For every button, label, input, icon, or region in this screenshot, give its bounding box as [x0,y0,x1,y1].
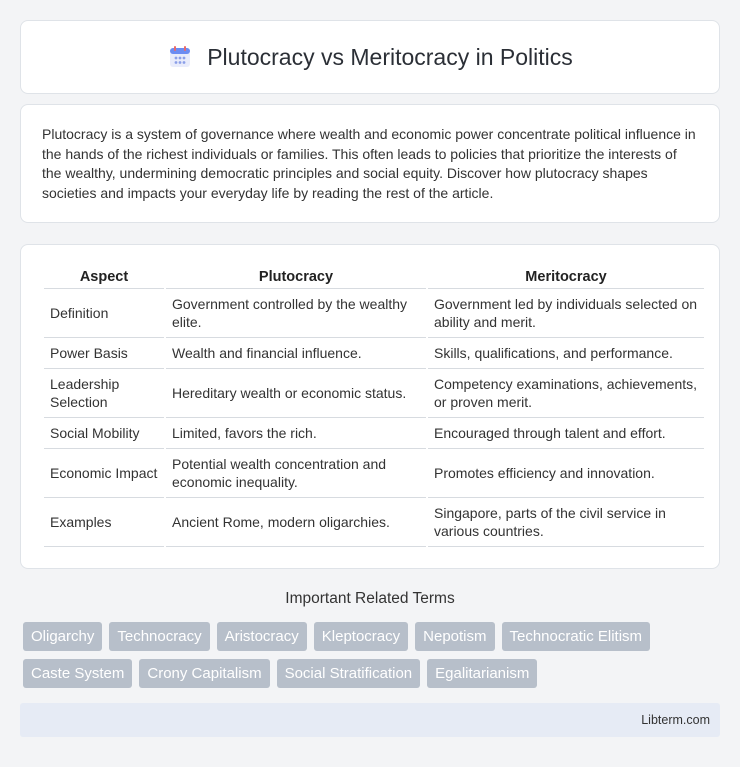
related-term-tag[interactable]: Aristocracy [217,622,307,651]
intro-text: Plutocracy is a system of governance where wealth and economic power concentrate political influence in the hands of the richest individuals or families. This often leads to policies that prioritize the interests of the wealthy, undermining democratic principles and social equity. Discover how plutocracy shapes societies and impacts your everyday life by reading the rest of the article. [42,126,696,201]
row-meritocracy: Government led by individuals selected on ability and merit. [428,289,704,338]
row-meritocracy: Competency examinations, achievements, or proven merit. [428,369,704,418]
related-term-tag[interactable]: Technocratic Elitism [502,622,651,651]
row-plutocracy: Ancient Rome, modern oligarchies. [166,498,426,547]
header-meritocracy: Meritocracy [428,265,704,289]
footer [20,703,720,737]
table-row [44,498,704,547]
table-row [44,418,704,449]
calendar-icon [167,44,193,70]
row-plutocracy: Government controlled by the wealthy elite. [166,289,426,338]
row-plutocracy: Hereditary wealth or economic status. [166,369,426,418]
row-aspect: Leadership Selection [44,369,164,418]
related-term-tag[interactable]: Social Stratification [277,659,421,688]
related-terms-title: Important Related Terms [285,590,455,607]
row-meritocracy: Promotes efficiency and innovation. [428,449,704,498]
related-term-tag[interactable]: Caste System [23,659,132,688]
row-meritocracy: Encouraged through talent and effort. [428,418,704,449]
table-row [44,449,704,498]
row-aspect: Power Basis [44,338,164,369]
comparison-table [42,265,706,547]
related-term-tag[interactable]: Crony Capitalism [139,659,269,688]
row-aspect: Social Mobility [44,418,164,449]
row-aspect: Definition [44,289,164,338]
footer-site-link[interactable]: Libterm.com [641,713,710,727]
table-row [44,289,704,338]
row-meritocracy: Skills, qualifications, and performance. [428,338,704,369]
header-card [20,20,720,94]
page-title: Plutocracy vs Meritocracy in Politics [207,43,573,70]
related-term-tag[interactable]: Nepotism [415,622,494,651]
row-meritocracy: Singapore, parts of the civil service in various countries. [428,498,704,547]
related-term-tag[interactable]: Oligarchy [23,622,102,651]
related-terms-list [23,622,703,688]
table-header-row [44,265,704,289]
table-row [44,338,704,369]
related-term-tag[interactable]: Kleptocracy [314,622,408,651]
row-plutocracy: Potential wealth concentration and economic inequality. [166,449,426,498]
table-row [44,369,704,418]
row-aspect: Examples [44,498,164,547]
header-plutocracy: Plutocracy [166,265,426,289]
row-plutocracy: Wealth and financial influence. [166,338,426,369]
header-aspect: Aspect [44,265,164,289]
intro-card [20,104,720,223]
related-term-tag[interactable]: Technocracy [109,622,209,651]
related-term-tag[interactable]: Egalitarianism [427,659,537,688]
comparison-table-card [20,244,720,569]
row-aspect: Economic Impact [44,449,164,498]
row-plutocracy: Limited, favors the rich. [166,418,426,449]
